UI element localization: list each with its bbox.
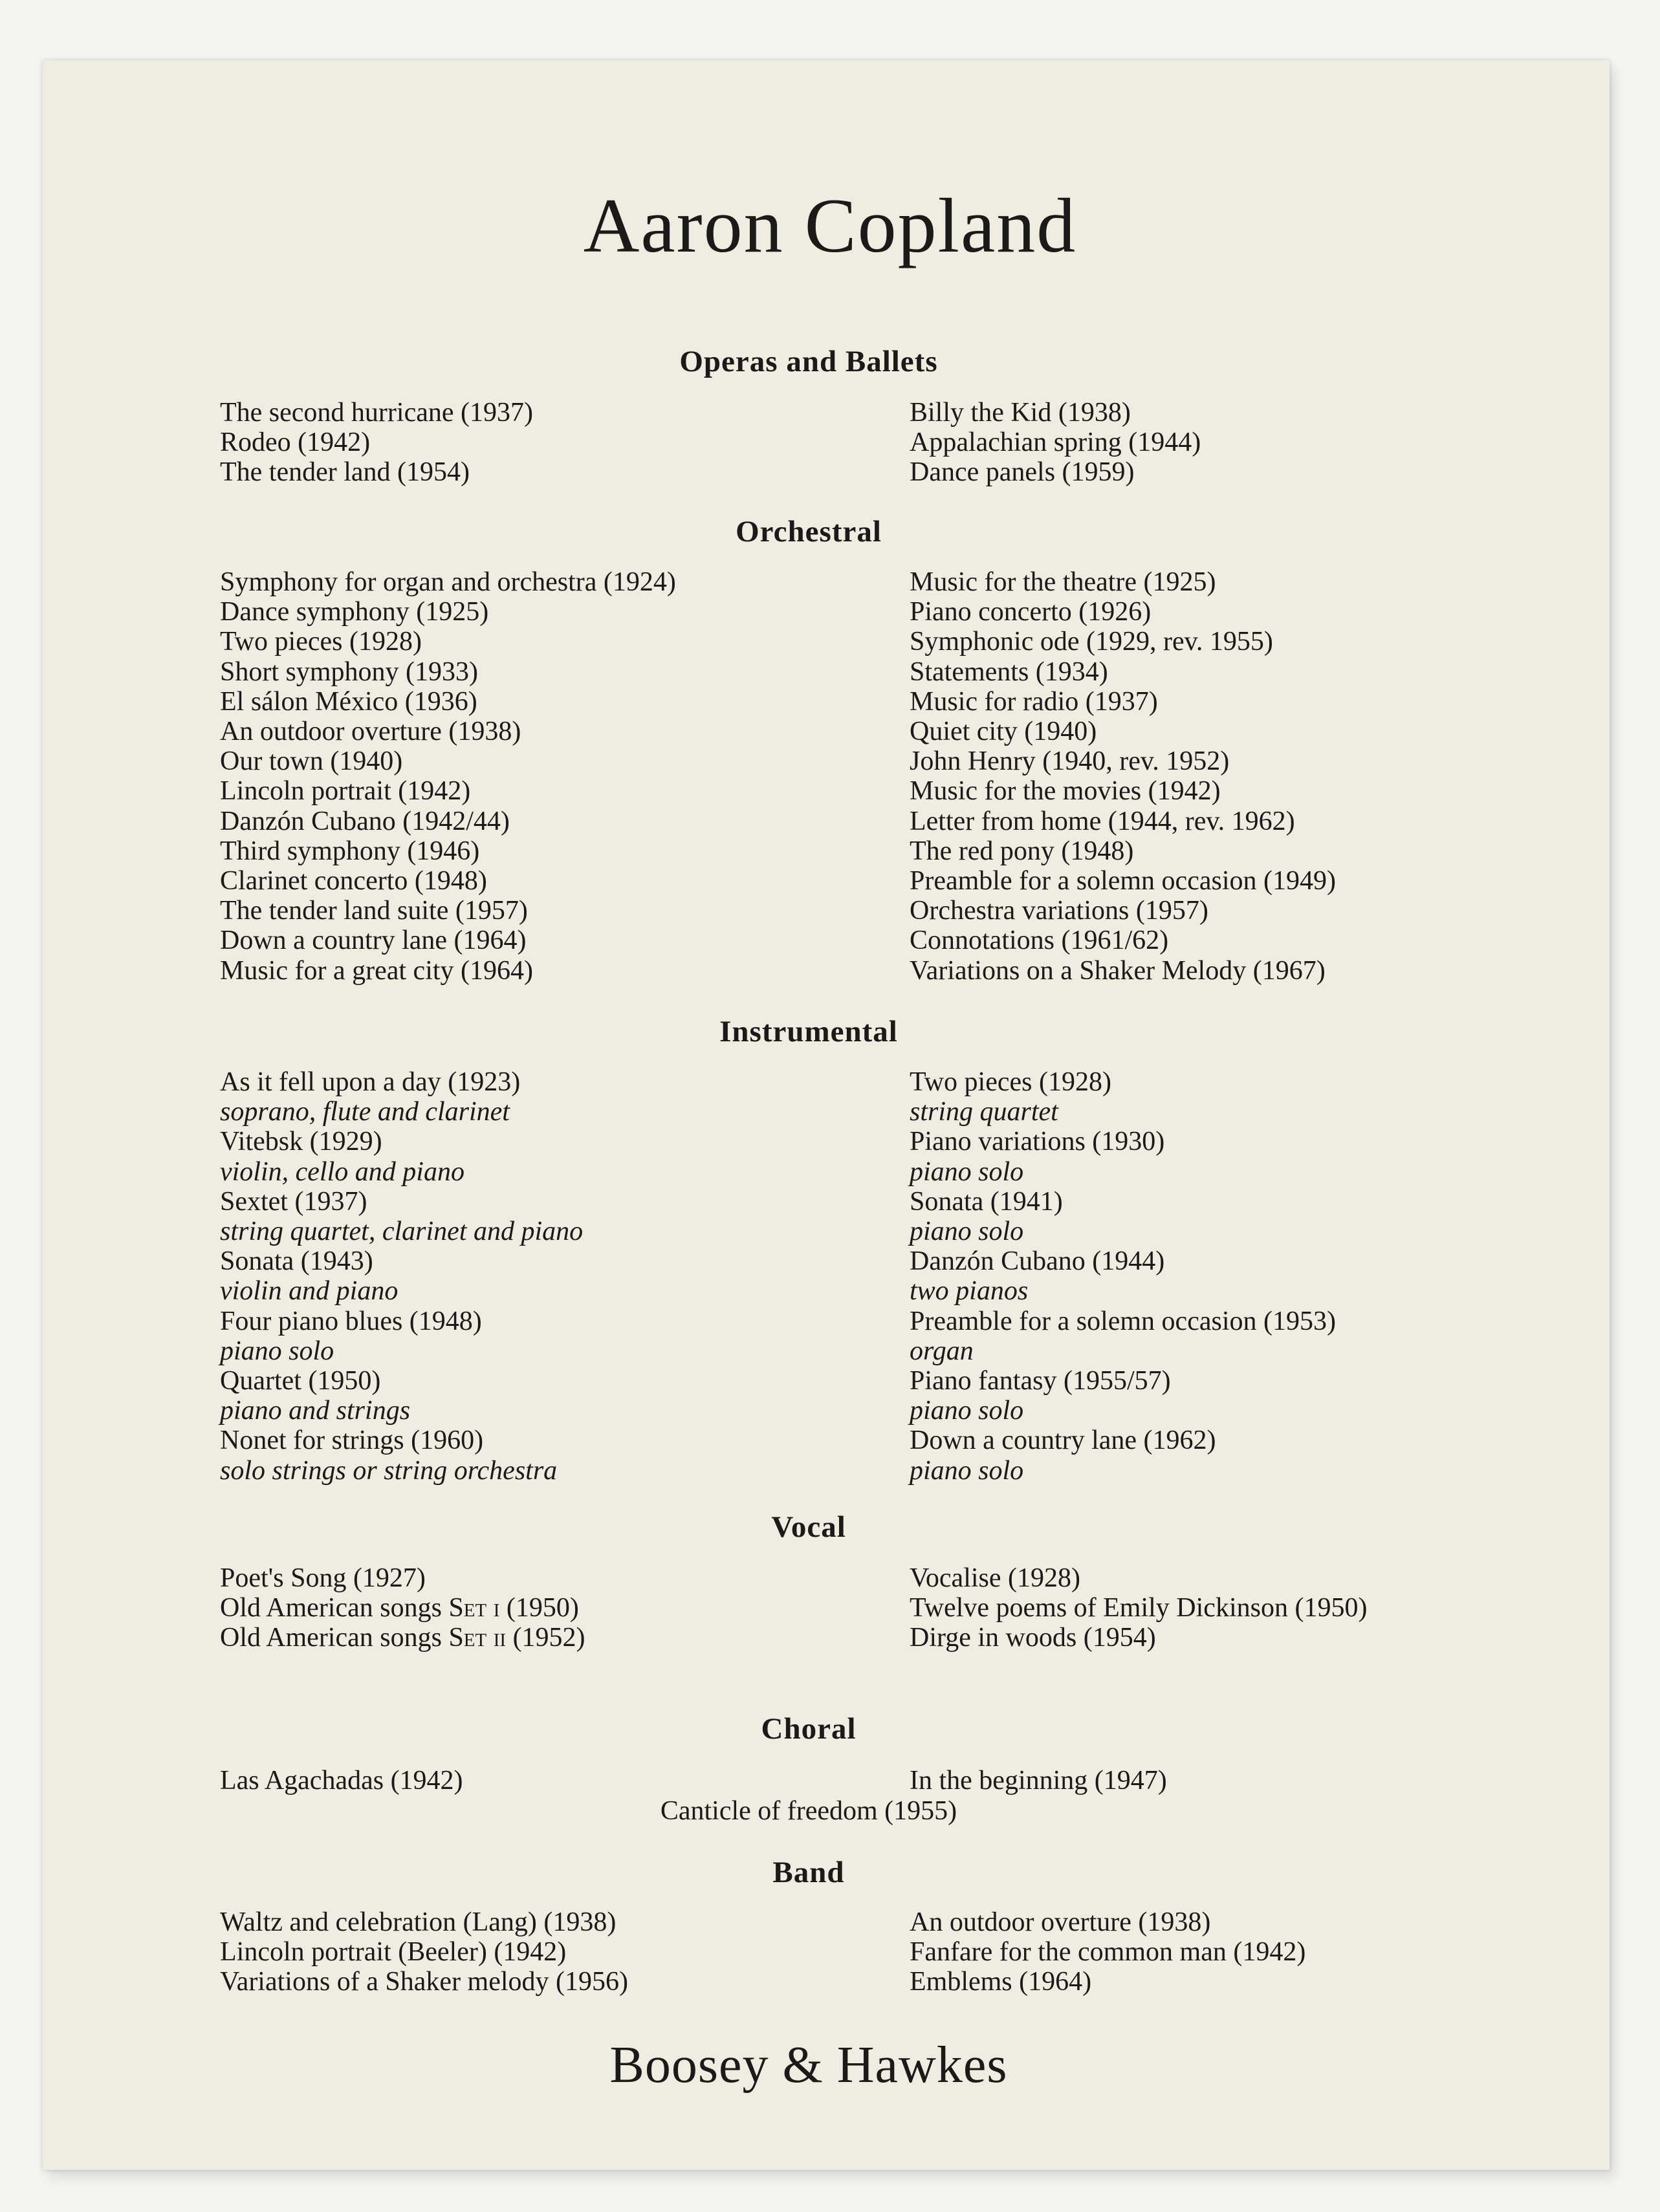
work-item: John Henry (1940, rev. 1952) — [910, 746, 1230, 777]
set-number: Set i — [448, 1593, 500, 1623]
work-scoring: piano solo — [910, 1217, 1024, 1247]
work-scoring: violin, cello and piano — [220, 1156, 464, 1187]
work-item: Two pieces (1928) — [910, 1067, 1111, 1097]
work-scoring: organ — [910, 1336, 974, 1366]
work-item: Down a country lane (1964) — [220, 926, 527, 956]
section-heading-orchestral: Orchestral — [736, 515, 882, 548]
choral-centered-item: Canticle of freedom (1955) — [660, 1796, 957, 1826]
work-item: Letter from home (1944, rev. 1962) — [910, 806, 1295, 836]
work-item: Old American songs Set ii (1952) — [220, 1623, 585, 1653]
work-item: Third symphony (1946) — [220, 836, 480, 866]
work-item: Two pieces (1928) — [220, 627, 422, 657]
instrumental-left-list — [220, 1067, 583, 1486]
work-scoring: piano solo — [910, 1455, 1024, 1486]
work-item: Music for a great city (1964) — [220, 955, 534, 986]
work-item: An outdoor overture (1938) — [220, 717, 521, 747]
work-item: Quiet city (1940) — [910, 717, 1097, 747]
work-item: Vocalise (1928) — [910, 1563, 1080, 1593]
work-scoring: soprano, flute and clarinet — [220, 1097, 510, 1127]
work-item: Dance symphony (1925) — [220, 597, 489, 627]
operas-left-list — [220, 398, 533, 488]
operas-right-list — [910, 398, 1201, 488]
page-title: Aaron Copland — [583, 182, 1077, 268]
work-item: Nonet for strings (1960) — [220, 1426, 484, 1456]
work-item: Dance panels (1959) — [910, 457, 1135, 488]
choral-right-list — [910, 1766, 1167, 1795]
work-item: Danzón Cubano (1942/44) — [220, 806, 510, 836]
work-scoring: piano solo — [910, 1396, 1024, 1426]
section-heading-vocal: Vocal — [771, 1510, 846, 1544]
vocal-left-list — [220, 1563, 585, 1653]
work-item: Danzón Cubano (1944) — [910, 1246, 1165, 1277]
work-item: Vitebsk (1929) — [220, 1127, 382, 1157]
work-item: Lincoln portrait (1942) — [220, 776, 471, 807]
work-item: Old American songs Set i (1950) — [220, 1593, 579, 1623]
work-scoring: piano solo — [910, 1156, 1024, 1187]
work-item: Symphony for organ and orchestra (1924) — [220, 567, 676, 597]
work-item: Appalachian spring (1944) — [910, 428, 1201, 458]
work-item: Waltz and celebration (Lang) (1938) — [220, 1907, 617, 1937]
work-item: Rodeo (1942) — [220, 428, 371, 458]
work-item: Four piano blues (1948) — [220, 1306, 482, 1336]
work-scoring: piano solo — [220, 1336, 334, 1366]
work-item: Our town (1940) — [220, 746, 403, 777]
work-item: The tender land (1954) — [220, 457, 470, 488]
work-item: In the beginning (1947) — [910, 1766, 1167, 1795]
section-heading-instrumental: Instrumental — [719, 1015, 898, 1048]
work-item: Music for radio (1937) — [910, 686, 1158, 717]
work-item: Variations on a Shaker Melody (1967) — [910, 955, 1326, 986]
work-item: Music for the movies (1942) — [910, 776, 1221, 807]
work-item: Statements (1934) — [910, 656, 1108, 687]
work-item: Variations of a Shaker melody (1956) — [220, 1967, 629, 1997]
orchestral-left-list — [220, 567, 676, 986]
publisher-imprint: Boosey & Hawkes — [609, 2037, 1008, 2094]
work-item: The red pony (1948) — [910, 836, 1134, 866]
work-item: Sonata (1941) — [910, 1186, 1063, 1217]
work-item: As it fell upon a day (1923) — [220, 1067, 521, 1097]
orchestral-right-list — [910, 567, 1336, 986]
work-item: Fanfare for the common man (1942) — [910, 1937, 1306, 1968]
instrumental-right-list — [910, 1067, 1336, 1486]
work-item: Las Agachadas (1942) — [220, 1766, 463, 1795]
work-item: Twelve poems of Emily Dickinson (1950) — [910, 1593, 1368, 1623]
work-item: Piano concerto (1926) — [910, 597, 1152, 627]
section-heading-band: Band — [772, 1856, 845, 1889]
work-item: Piano fantasy (1955/57) — [910, 1366, 1171, 1396]
work-scoring: two pianos — [910, 1276, 1029, 1307]
work-item: The tender land suite (1957) — [220, 896, 528, 926]
work-item: Sextet (1937) — [220, 1186, 367, 1217]
work-item: An outdoor overture (1938) — [910, 1907, 1211, 1937]
work-item: Emblems (1964) — [910, 1967, 1092, 1997]
work-scoring: violin and piano — [220, 1276, 399, 1307]
work-item: Orchestra variations (1957) — [910, 896, 1208, 926]
work-scoring: string quartet, clarinet and piano — [220, 1217, 584, 1247]
work-item: Preamble for a solemn occasion (1953) — [910, 1306, 1336, 1336]
work-item: Down a country lane (1962) — [910, 1426, 1216, 1456]
work-scoring: string quartet — [910, 1097, 1058, 1127]
work-item: Billy the Kid (1938) — [910, 398, 1131, 428]
work-item: Piano variations (1930) — [910, 1127, 1165, 1157]
work-item: Quartet (1950) — [220, 1366, 381, 1396]
section-heading-operas-and-ballets: Operas and Ballets — [679, 345, 938, 378]
work-item: Dirge in woods (1954) — [910, 1623, 1156, 1653]
section-heading-choral: Choral — [761, 1712, 857, 1746]
work-scoring: piano and strings — [220, 1396, 411, 1426]
work-item: Music for the theatre (1925) — [910, 567, 1216, 597]
work-item: Connotations (1961/62) — [910, 926, 1169, 956]
work-item: Lincoln portrait (Beeler) (1942) — [220, 1937, 567, 1968]
work-item: Preamble for a solemn occasion (1949) — [910, 866, 1336, 896]
band-left-list — [220, 1907, 628, 1997]
work-item: Short symphony (1933) — [220, 656, 478, 687]
work-item: Sonata (1943) — [220, 1246, 373, 1277]
set-number: Set ii — [448, 1623, 507, 1653]
work-item: Symphonic ode (1929, rev. 1955) — [910, 627, 1273, 657]
work-item: Poet's Song (1927) — [220, 1563, 426, 1593]
work-scoring: solo strings or string orchestra — [220, 1455, 558, 1486]
work-item: El sálon México (1936) — [220, 686, 477, 717]
choral-left-list — [220, 1766, 463, 1795]
vocal-right-list — [910, 1563, 1367, 1653]
work-item: The second hurricane (1937) — [220, 398, 533, 428]
band-right-list — [910, 1907, 1305, 1997]
work-item: Clarinet concerto (1948) — [220, 866, 487, 896]
